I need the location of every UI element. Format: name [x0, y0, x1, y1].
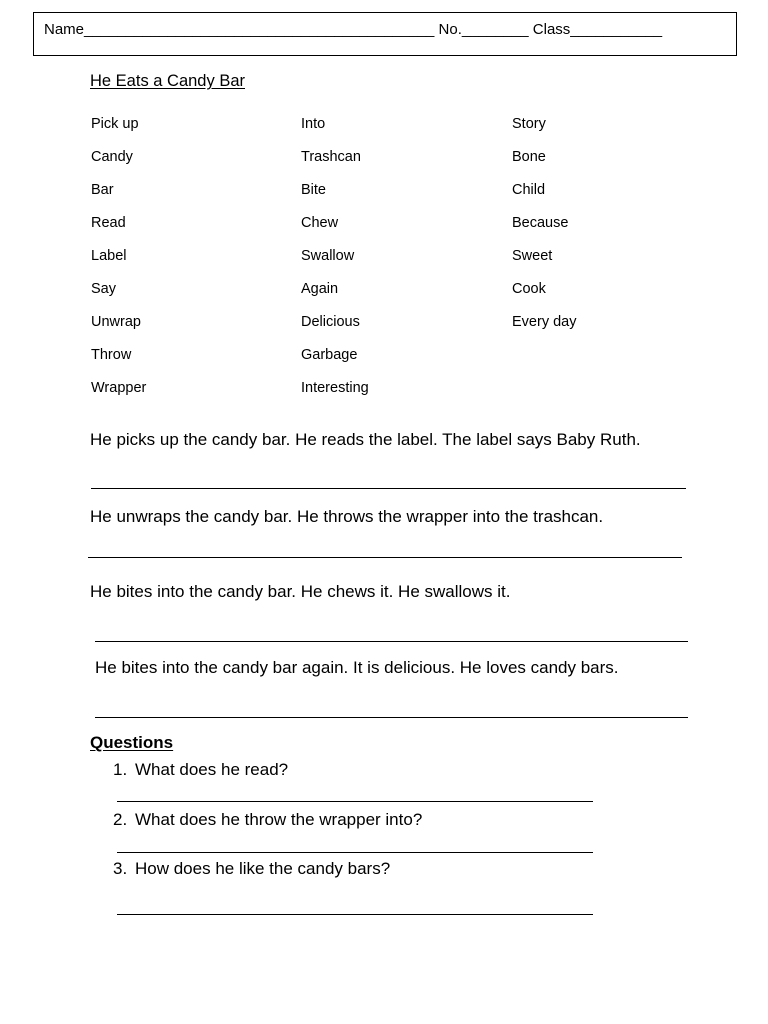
- vocab-word: Cook: [512, 281, 546, 297]
- copy-line-2[interactable]: [88, 557, 682, 558]
- vocab-word: Interesting: [301, 380, 369, 396]
- vocab-word: Child: [512, 182, 546, 198]
- vocab-word: Every day: [512, 314, 577, 330]
- answer-line-3[interactable]: [117, 914, 593, 915]
- vocab-word: Into: [301, 116, 326, 132]
- story-sentence-4: He bites into the candy bar again. It is delicious. He loves candy bars.: [95, 658, 619, 677]
- copy-line-1[interactable]: [91, 488, 686, 489]
- question-text: How does he like the candy bars?: [135, 859, 391, 878]
- vocab-word: Candy: [91, 149, 133, 165]
- vocab-word: Pick up: [91, 116, 139, 132]
- student-info-box: [33, 12, 737, 56]
- vocab-word: Swallow: [301, 248, 355, 264]
- vocab-word: Bone: [512, 149, 546, 165]
- vocab-word: Bar: [91, 182, 114, 198]
- vocabulary-column-1: [91, 114, 146, 411]
- question-text: What does he throw the wrapper into?: [135, 810, 423, 829]
- vocab-word: Chew: [301, 215, 339, 231]
- vocabulary-column-3: [512, 114, 576, 345]
- story-sentence-3: He bites into the candy bar. He chews it. He swallows it.: [90, 582, 511, 601]
- story-sentence-1: He picks up the candy bar. He reads the label. The label says Baby Ruth.: [90, 430, 641, 449]
- vocab-word: Read: [91, 215, 126, 231]
- vocab-word: Because: [512, 215, 569, 231]
- vocabulary-column-2: [301, 114, 369, 411]
- vocab-word: Throw: [91, 347, 132, 363]
- vocab-word: Label: [91, 248, 127, 264]
- worksheet-title: He Eats a Candy Bar: [90, 72, 245, 90]
- answer-line-1[interactable]: [117, 801, 593, 802]
- vocab-word: Garbage: [301, 347, 358, 363]
- question-3: [113, 859, 390, 879]
- vocab-word: Sweet: [512, 248, 553, 264]
- vocab-word: Delicious: [301, 314, 360, 330]
- vocab-word: Unwrap: [91, 314, 141, 330]
- vocab-word: Again: [301, 281, 339, 297]
- question-text: What does he read?: [135, 760, 289, 779]
- copy-line-4[interactable]: [95, 717, 688, 718]
- question-1: [113, 760, 288, 780]
- questions-heading: Questions: [90, 733, 174, 752]
- question-2: [113, 810, 422, 830]
- answer-line-2[interactable]: [117, 852, 593, 853]
- vocab-word: Wrapper: [91, 380, 147, 396]
- vocab-word: Story: [512, 116, 546, 132]
- copy-line-3[interactable]: [95, 641, 688, 642]
- name-number-class-line: Name__________________________________________ No.________ Class___________: [44, 21, 663, 38]
- vocab-word: Bite: [301, 182, 326, 198]
- vocab-word: Say: [91, 281, 116, 297]
- vocab-word: Trashcan: [301, 149, 361, 165]
- story-sentence-2: He unwraps the candy bar. He throws the wrapper into the trashcan.: [90, 507, 604, 526]
- question-number: 3.: [113, 859, 128, 878]
- question-number: 2.: [113, 810, 128, 829]
- question-number: 1.: [113, 760, 128, 779]
